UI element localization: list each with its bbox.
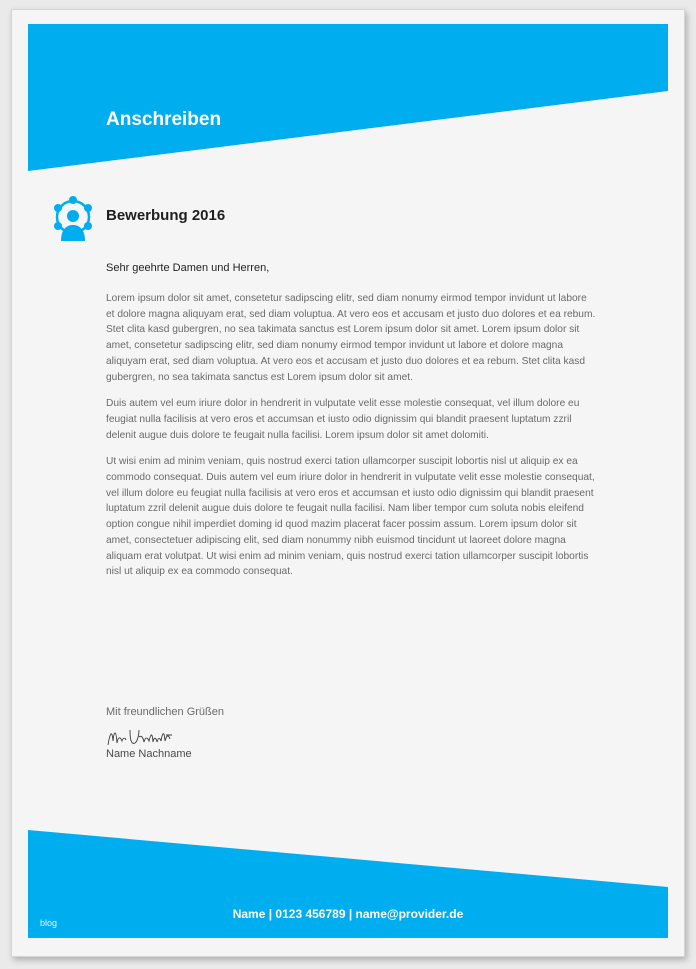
watermark: blog xyxy=(40,918,58,928)
body-paragraph-2: Duis autem vel eum iriure dolor in hendrerit in vulputate velit esse molestie consequat, vel illum dolore eu feugiat nulla facilisis at vero eros et accumsan et iusto odio dignissim qui blandit praesent luptatum zzril delenit augue duis dolore te feugait nulla facilisi. Lorem ipsum dolor sit amet dolomiti. xyxy=(106,398,580,441)
footer-contact: Name | 0123 456789 | name@provider.de xyxy=(232,907,464,921)
letter-body xyxy=(106,291,596,591)
header-band xyxy=(12,10,684,180)
footer-band-shape xyxy=(28,830,668,938)
signature-name: Name Nachname xyxy=(106,748,192,760)
body-paragraph-3: Ut wisi enim ad minim veniam, quis nostrud exerci tation ullamcorper suscipit lobortis nisl ut aliquip ex ea commodo consequat. Duis autem vel eum iriure dolor in hendrerit in vulputate velit esse molestie consequat, vel illum dolore eu feugiat nulla facilisis at vero eros et accumsan et iusto odio dignissim qui blandit praesent luptatum zzril delenit augue duis dolore te feugait nulla facilisi. Nam liber tempor cum soluta nobis eleifend option congue nihil imperdiet doming id quod mazim placerat facer possim assum. Lorem ipsum dolor sit amet, consectetuer adipiscing elit, sed diam nonummy nibh euismod tincidunt ut laoreet dolore magna aliquam erat volutpat. Ut wisi enim ad minim veniam, quis nostrud exerci tation ullamcorper suscipit lobortis nisl ut aliquip ex ea commodo consequat. xyxy=(106,456,595,578)
footer-band xyxy=(12,830,684,956)
letter-salutation: Sehr geehrte Damen und Herren, xyxy=(106,262,270,274)
body-paragraph-1: Lorem ipsum dolor sit amet, consetetur sadipscing elitr, sed diam nonumy eirmod tempor invidunt ut labore et dolore magna aliquyam erat, sed diam voluptua. At vero eos et accusam et justo duo dolores et ea rebum. Stet clita kasd gubergren, no sea takimata sanctus est Lorem ipsum dolor sit amet. Lorem ipsum dolor sit amet, consetetur sadipscing elitr, sed diam nonumy eirmod tempor invidunt ut labore et dolore magna aliquyam erat, sed diam voluptua. At vero eos et accusam et justo duo dolores et ea rebum. Stet clita kasd gubergren, no sea takimata sanctus est Lorem ipsum dolor sit amet. xyxy=(106,293,596,383)
header-title: Anschreiben xyxy=(106,109,222,130)
letter-page xyxy=(11,9,685,957)
people-network-icon xyxy=(52,195,94,243)
letter-subject: Bewerbung 2016 xyxy=(106,207,226,224)
header-band-shape xyxy=(28,24,668,171)
letter-closing: Mit freundlichen Grüßen xyxy=(106,706,224,718)
handwritten-signature xyxy=(106,725,176,749)
